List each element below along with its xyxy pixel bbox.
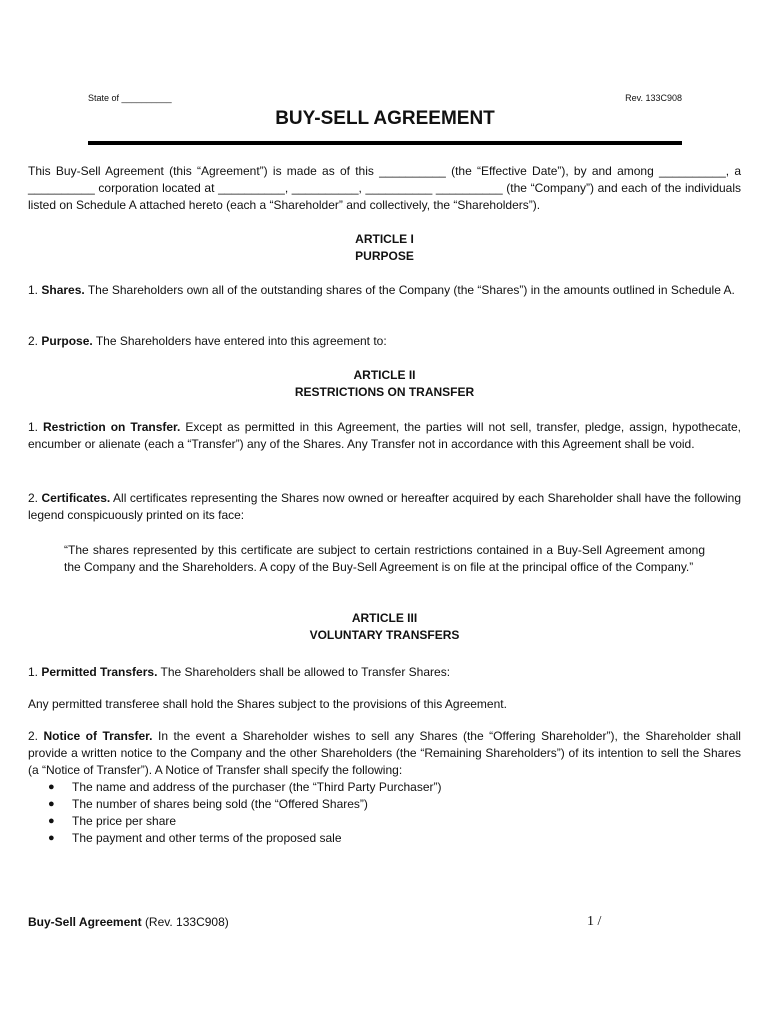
intro-paragraph: This Buy-Sell Agreement (this “Agreement”) is made as of this __________ (the “Effective Date”), by and among __________, a __________ corporation located at __________, __________, __________ __________ (the “Company”) and each of the individuals listed on Schedule A attached hereto (each a “Shareholder” and collectively, the “Shareholders”). [28, 164, 741, 212]
article-1-paragraph-2 [28, 333, 741, 350]
article-2-heading: ARTICLE II [353, 368, 416, 382]
paragraph-label: Notice of Transfer. [43, 729, 153, 743]
paragraph-number: 2. [28, 729, 39, 743]
article-2-paragraph-2 [28, 490, 741, 524]
paragraph-number: 1. [28, 420, 39, 434]
article-3-paragraph-2 [28, 728, 741, 779]
bullet-icon: ● [48, 815, 55, 827]
list-item: ● The payment and other terms of the proposed sale [48, 831, 342, 845]
paragraph-label: Permitted Transfers. [41, 665, 158, 679]
article-1-heading: ARTICLE I [355, 232, 414, 246]
paragraph-number: 1. [28, 283, 39, 297]
paragraph-label: Certificates. [41, 491, 111, 505]
bullet-icon: ● [48, 832, 55, 844]
article-3-heading: ARTICLE III [351, 611, 418, 625]
paragraph-label: Purpose. [41, 334, 93, 348]
footer-document-name: Buy-Sell Agreement [28, 915, 142, 929]
paragraph-label: Restriction on Transfer. [43, 420, 181, 434]
list-item: ● The name and address of the purchaser (the “Third Party Purchaser”) [48, 780, 442, 794]
state-line: State of __________ [88, 93, 172, 103]
paragraph-number: 2. [28, 491, 39, 505]
page-number: 1 / [587, 914, 602, 929]
article-3-paragraph-1 [28, 664, 741, 681]
paragraph-text: In the event a Shareholder wishes to sell any Shares (the “Offering Shareholder”), the Shareholder shall provide a written notice to the Company and the other Shareholders (the “Remaining Shareholders”) of its intention to sell the Shares (a “Notice of Transfer”). A Notice of Transfer shall specify the following: [28, 729, 741, 777]
article-2-subheading: RESTRICTIONS ON TRANSFER [294, 385, 475, 399]
paragraph-text: All certificates representing the Shares now owned or hereafter acquired by each Shareholder shall have the following legend conspicuously printed on its face: [28, 491, 742, 522]
article-1-paragraph-1 [28, 282, 741, 299]
paragraph-text: Except as permitted in this Agreement, the parties will not sell, transfer, pledge, assign, hypothecate, encumber or alienate (each a “Transfer”) any of the Shares. Any Transfer not in accordance with this Agreement shall be void. [28, 420, 741, 451]
page-footer [28, 915, 229, 929]
notice-requirements-list [44, 779, 442, 847]
paragraph-label: Shares. [41, 283, 85, 297]
certificate-legend-quote: “The shares represented by this certificate are subject to certain restrictions contained in a Buy-Sell Agreement among the Company and the Shareholders. A copy of the Buy-Sell Agreement is on file at the principal office of the Company.” [64, 543, 705, 574]
bullet-icon: ● [48, 781, 55, 793]
paragraph-text: The Shareholders shall be allowed to Transfer Shares: [160, 665, 451, 679]
paragraph-text: The Shareholders own all of the outstanding shares of the Company (the “Shares”) in the amounts outlined in Schedule A. [87, 283, 735, 297]
title-divider [88, 141, 682, 145]
paragraph-text: The Shareholders have entered into this agreement to: [95, 334, 387, 348]
list-item: ● The number of shares being sold (the “Offered Shares”) [48, 797, 368, 811]
article-3-subheading: VOLUNTARY TRANSFERS [309, 628, 460, 642]
bullet-icon: ● [48, 798, 55, 810]
article-3-paragraph-1-note: Any permitted transferee shall hold the Shares subject to the provisions of this Agreement. [28, 697, 507, 711]
footer-revision: (Rev. 133C908) [144, 915, 229, 929]
article-2-paragraph-1 [28, 419, 741, 453]
revision-label: Rev. 133C908 [625, 93, 682, 103]
list-item: ● The price per share [48, 814, 177, 828]
paragraph-number: 2. [28, 334, 39, 348]
article-1-subheading: PURPOSE [355, 249, 414, 263]
document-title: BUY-SELL AGREEMENT [275, 108, 495, 129]
paragraph-number: 1. [28, 665, 39, 679]
